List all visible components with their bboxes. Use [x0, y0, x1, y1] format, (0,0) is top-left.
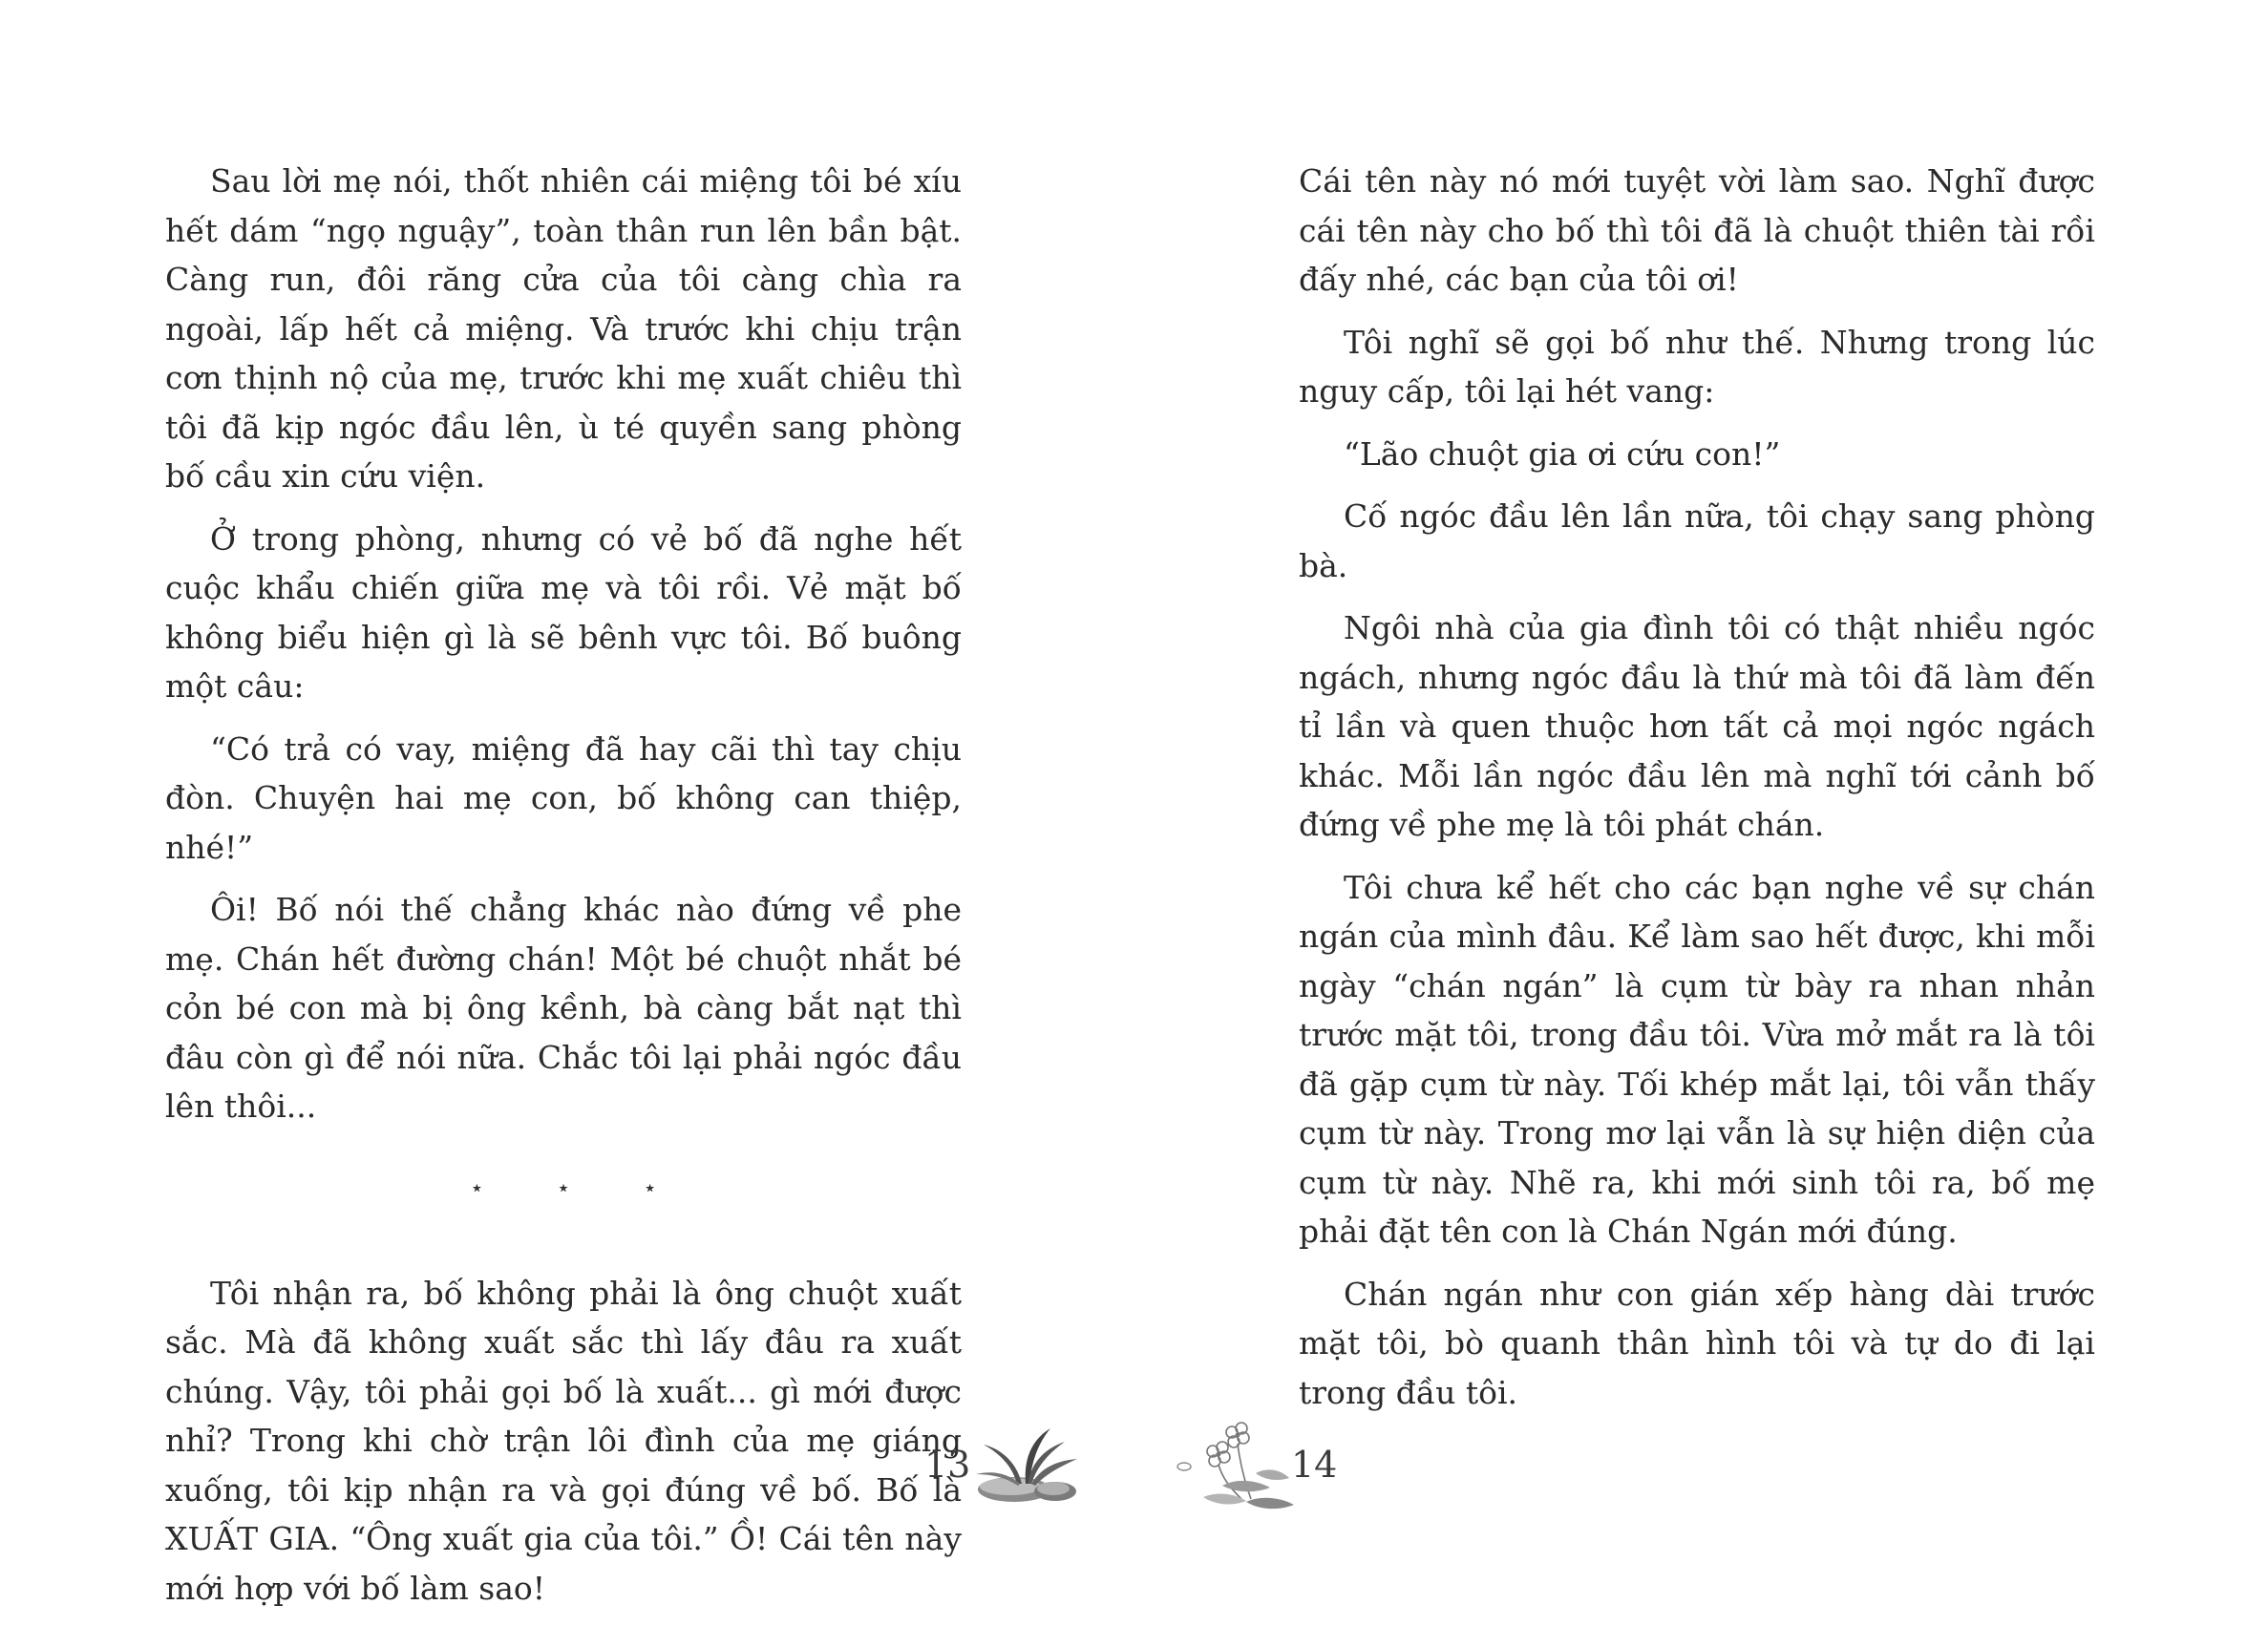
section-separator: ⋆ ⋆ ⋆ [469, 1173, 690, 1201]
paragraph: Ở trong phòng, nhưng có vẻ bố đã nghe hết cuộc khẩu chiến giữa mẹ và tôi rồi. Vẻ mặt bố không biểu hiện gì là sẽ bênh vực tôi. Bố buông một câu: [165, 519, 962, 705]
paragraph: “Lão chuột gia ơi cứu con!” [1344, 434, 1781, 473]
right-page [1134, 0, 2268, 1572]
page-number: 13 [924, 1444, 971, 1486]
paragraph: Tôi nghĩ sẽ gọi bố như thế. Nhưng trong lúc nguy cấp, tôi lại hét vang: [1299, 323, 2095, 410]
paragraph: Cố ngóc đầu lên lần nữa, tôi chạy sang phòng bà. [1299, 497, 2095, 584]
paragraph: Chán ngán như con gián xếp hàng dài trước mặt tôi, bò quanh thân hình tôi và tự do đi lại trong đầu tôi. [1299, 1275, 2095, 1411]
left-page [0, 0, 1134, 1607]
page-number: 14 [1291, 1444, 1338, 1486]
paragraph: Cái tên này nó mới tuyệt vời làm sao. Nghĩ được cái tên này cho bố thì tôi đã là chuột thiên tài rồi đấy nhé, các bạn của tôi ơi! [1299, 162, 2095, 298]
grass-stones-icon [964, 1421, 1089, 1510]
paragraph: Tôi nhận ra, bố không phải là ông chuột xuất sắc. Mà đã không xuất sắc thì lấy đâu ra xuất chúng. Vậy, tôi phải gọi bố là xuất... gì mới được nhỉ? Trong khi chờ trận lôi đình của mẹ giáng xuống, tôi kịp nhận ra và gọi đúng về bố. Bố là XUẤT GIA. “Ông xuất gia của tôi.” Ồ! Cái tên này mới hợp với bố làm sao! [165, 1274, 962, 1607]
paragraph: Ngôi nhà của gia đình tôi có thật nhiều ngóc ngách, nhưng ngóc đầu là thứ mà tôi đã làm đến tỉ lần và quen thuộc hơn tất cả mọi ngóc ngách khác. Mỗi lần ngóc đầu lên mà nghĩ tới cảnh bố đứng về phe mẹ là tôi phát chán. [1299, 609, 2095, 843]
paragraph: Sau lời mẹ nói, thốt nhiên cái miệng tôi bé xíu hết dám “ngọ nguậy”, toàn thân run lên bần bật. Càng run, đôi răng cửa của tôi càng chìa ra ngoài, lấp hết cả miệng. Và trước khi chịu trận cơn thịnh nộ của mẹ, trước khi mẹ xuất chiêu thì tôi đã kịp ngóc đầu lên, ù té quyền sang phòng bố cầu xin cứu viện. [165, 162, 962, 495]
flowers-leaves-icon [1165, 1411, 1308, 1530]
paragraph: “Có trả có vay, miệng đã hay cãi thì tay chịu đòn. Chuyện hai mẹ con, bố không can thiệp, nhé!” [165, 729, 962, 866]
paragraph: Tôi chưa kể hết cho các bạn nghe về sự chán ngán của mình đâu. Kể làm sao hết được, khi mỗi ngày “chán ngán” là cụm từ bày ra nhan nhản trước mặt tôi, trong đầu tôi. Vừa mở mắt ra là tôi đã gặp cụm từ này. Tối khép mắt lại, tôi vẫn thấy cụm từ này. Trong mơ lại vẫn là sự hiện diện của cụm từ này. Nhẽ ra, khi mới sinh tôi ra, bố mẹ phải đặt tên con là Chán Ngán mới đúng. [1299, 868, 2095, 1250]
right-page-text [1299, 157, 2095, 1430]
left-page-text [165, 157, 962, 1626]
paragraph: Ôi! Bố nói thế chẳng khác nào đứng về phe mẹ. Chán hết đường chán! Một bé chuột nhắt bé cỏn bé con mà bị ông kềnh, bà càng bắt nạt thì đâu còn gì để nói nữa. Chắc tôi lại phải ngóc đầu lên thôi... [165, 891, 962, 1125]
